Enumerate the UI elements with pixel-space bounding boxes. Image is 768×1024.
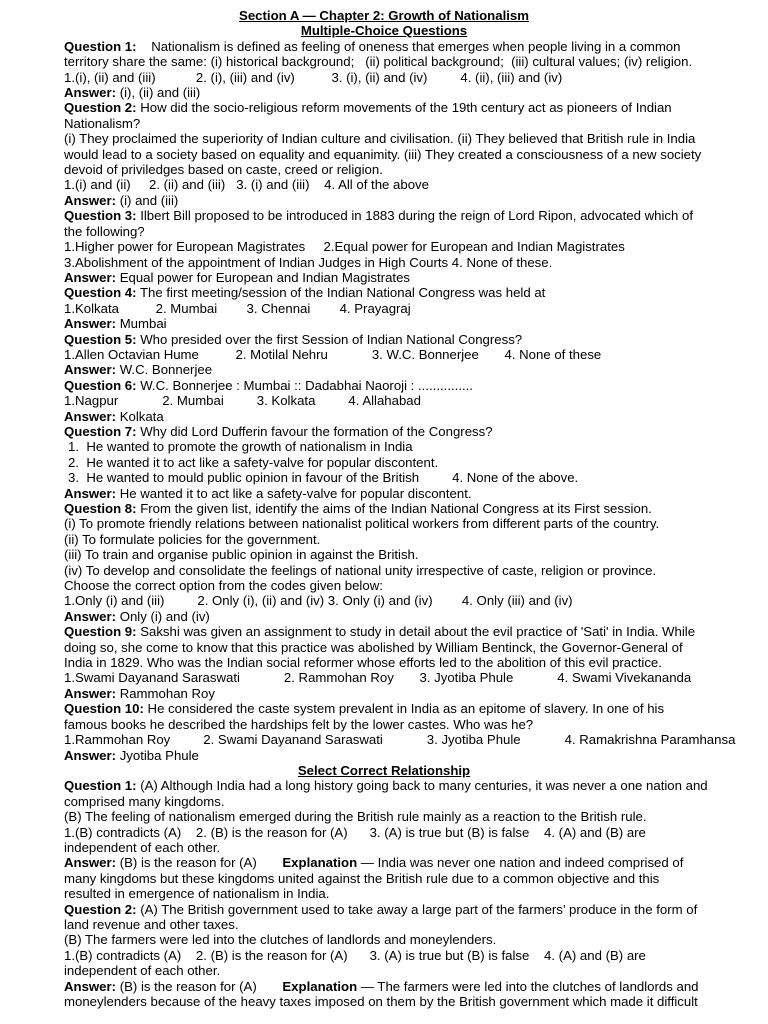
- option-list-item: [64, 439, 756, 454]
- question-text: The first meeting/session of the Indian National Congress was held at: [136, 285, 546, 301]
- answer-label: Answer:: [64, 485, 117, 501]
- statement-a-line: [64, 794, 756, 809]
- option-text: He wanted to promote the growth of nationalism in India: [86, 439, 413, 455]
- answer-line: [64, 609, 756, 624]
- question-label: Question 2:: [64, 901, 137, 917]
- question-text: From the given list, identify the aims of the Indian National Congress at its First session.: [136, 501, 652, 516]
- question-text-line: [64, 285, 756, 300]
- answer-label: Answer:: [64, 978, 117, 994]
- option-text: He wanted it to act like a safety-valve for popular discontent.: [86, 454, 439, 470]
- question-text-line: [64, 655, 756, 670]
- question-text: the following?: [64, 223, 145, 239]
- answer-explanation-line: [64, 979, 756, 994]
- answer-text: He wanted it to act like a safety-valve for popular discontent.: [116, 485, 472, 501]
- answer-label: Answer:: [64, 685, 117, 701]
- question-label: Question 7:: [64, 423, 137, 439]
- question-text: territory share the same: (i) historical background; (ii) political background; (iii) cultural values; (iv) religion.: [64, 54, 693, 70]
- options-line: 1.(i) and (ii) 2. (ii) and (iii) 3. (i) and (iii) 4. All of the above: [64, 177, 429, 193]
- answer-label: Answer:: [64, 362, 117, 378]
- question-text-line: [64, 516, 756, 531]
- statement-text: comprised many kingdoms.: [64, 793, 225, 809]
- question-text: Sakshi was given an assignment to study in detail about the evil practice of 'Sati' in India. While: [136, 624, 696, 640]
- answer-line: [64, 686, 756, 701]
- relationship-question: [64, 778, 756, 901]
- explanation-label: Explanation: [282, 978, 358, 994]
- question-text-line: [64, 547, 756, 562]
- answer-label: Answer:: [64, 316, 117, 332]
- question-block: [64, 332, 756, 378]
- answer-label: Answer:: [64, 408, 117, 424]
- answer-label: Answer:: [64, 608, 117, 624]
- question-text: Nationalism is defined as feeling of oneness that emerges when people living in a common: [136, 38, 681, 54]
- question-text-line: [64, 424, 756, 439]
- option-number: 3.: [68, 470, 87, 486]
- question-text: India in 1829. Who was the Indian social reformer whose efforts led to the abolition of this evil practice.: [64, 655, 662, 671]
- explanation-label: Explanation: [282, 855, 358, 871]
- question-text-line: [64, 100, 756, 115]
- question-text: (ii) To formulate policies for the government.: [64, 531, 321, 547]
- answer-explanation-line: [64, 886, 756, 901]
- question-block: [64, 378, 756, 424]
- answer-line: [64, 316, 756, 331]
- question-block: [64, 624, 756, 701]
- answer-label: Answer:: [64, 747, 117, 763]
- section-subtitle: Multiple-Choice Questions: [300, 23, 468, 39]
- answer-text: Mumbai: [116, 316, 167, 332]
- relationship-list: [64, 778, 756, 1009]
- question-text-line: [64, 378, 756, 393]
- question-text-line: [64, 147, 756, 162]
- options-line: independent of each other.: [64, 839, 221, 855]
- relationship-question: [64, 902, 756, 1010]
- question-text-line: [64, 717, 756, 732]
- options-line: 1.Higher power for European Magistrates 2.Equal power for European and Indian Magistrates: [64, 239, 625, 255]
- answer-explanation-line: [64, 994, 756, 1009]
- answer-text: Rammohan Roy: [116, 685, 215, 701]
- answer-line: [64, 193, 756, 208]
- question-text-line: [64, 131, 756, 146]
- answer-line: [64, 486, 756, 501]
- question-block: [64, 501, 756, 624]
- question-text: (i) They proclaimed the superiority of Indian culture and civilisation. (ii) They believed that British rule in India: [64, 131, 696, 147]
- question-text: W.C. Bonnerjee : Mumbai :: Dadabhai Naoroji : ...............: [136, 377, 473, 393]
- question-text-line: [64, 208, 756, 223]
- question-block: [64, 39, 756, 101]
- answer-text: Jyotiba Phule: [116, 747, 199, 763]
- question-block: [64, 208, 756, 285]
- answer-label: Answer:: [64, 192, 117, 208]
- answer-text: (B) is the reason for (A): [116, 978, 283, 994]
- statement-text: land revenue and other taxes.: [64, 916, 239, 932]
- option-number: 1.: [68, 439, 87, 455]
- question-text-line: [64, 640, 756, 655]
- question-block: [64, 701, 756, 763]
- question-text: Nationalism?: [64, 115, 141, 131]
- answer-text: Kolkata: [116, 408, 164, 424]
- question-label: Question 9:: [64, 624, 137, 640]
- question-text-line: [64, 39, 756, 54]
- answer-line: [64, 409, 756, 424]
- question-text: doing so, she come to know that this practice was abolished by William Bentinck, the Governor-General of: [64, 639, 683, 655]
- answer-text: (B) is the reason for (A): [116, 855, 283, 871]
- question-text: (iv) To develop and consolidate the feelings of national unity irrespective of caste, religion or province.: [64, 562, 657, 578]
- options-line: 3.Abolishment of the appointment of Indian Judges in High Courts 4. None of these.: [64, 254, 553, 270]
- mcq-list: [64, 39, 756, 763]
- options-line: 1.Swami Dayanand Saraswati 2. Rammohan Roy 3. Jyotiba Phule 4. Swami Vivekananda: [64, 670, 692, 686]
- answer-text: Equal power for European and Indian Magistrates: [116, 269, 411, 285]
- statement-a-line: [64, 778, 756, 793]
- options-line: 1.(i), (ii) and (iii) 2. (i), (iii) and (iv) 3. (i), (ii) and (iv) 4. (ii), (iii) and (iv): [64, 69, 563, 85]
- question-block: [64, 100, 756, 208]
- question-label: Question 2:: [64, 100, 137, 116]
- options-line: 1.Kolkata 2. Mumbai 3. Chennai 4. Prayagraj: [64, 300, 411, 316]
- explanation-text: many kingdoms but these kingdoms united against the British rule due to a common objective and this: [64, 870, 660, 886]
- statement-text: (A) The British government used to take away a large part of the farmers’ produce in the form of: [136, 901, 698, 917]
- explanation-text: resulted in emergence of nationalism in India.: [64, 886, 330, 902]
- question-label: Question 5:: [64, 331, 137, 347]
- answer-line: [64, 270, 756, 285]
- question-label: Question 1:: [64, 778, 137, 794]
- explanation-text: — India was never one nation and indeed comprised of: [357, 855, 684, 871]
- explanation-text: — The farmers were led into the clutches of landlords and: [357, 978, 699, 994]
- options-line: 1.(B) contradicts (A) 2. (B) is the reason for (A) 3. (A) is true but (B) is false 4. (A) and (B) are: [64, 824, 646, 840]
- question-text: would lead to a society based on equality and equanimity. (iii) They created a consciousness of a new society: [64, 146, 702, 162]
- question-text-line: [64, 578, 756, 593]
- options-line: 1.Nagpur 2. Mumbai 3. Kolkata 4. Allahabad: [64, 393, 421, 409]
- statement-a-line: [64, 917, 756, 932]
- statement-a-line: [64, 902, 756, 917]
- question-label: Question 4:: [64, 285, 137, 301]
- question-text-line: [64, 162, 756, 177]
- option-list-item: [64, 455, 756, 470]
- statement-b-line: (B) The feeling of nationalism emerged during the British rule mainly as a reaction to the British rule.: [64, 809, 647, 825]
- question-label: Question 6:: [64, 377, 137, 393]
- question-text-line: [64, 116, 756, 131]
- question-text: Choose the correct option from the codes given below:: [64, 578, 383, 594]
- answer-text: (i) and (iii): [116, 192, 179, 208]
- question-text-line: [64, 624, 756, 639]
- answer-label: Answer:: [64, 85, 117, 101]
- option-text: He wanted to mould public opinion in favour of the British 4. None of the above.: [86, 470, 579, 486]
- question-text: He considered the caste system prevalent in India as an epitome of slavery. In one of his: [143, 701, 665, 717]
- options-line: 1.(B) contradicts (A) 2. (B) is the reason for (A) 3. (A) is true but (B) is false 4. (A) and (B) are: [64, 947, 646, 963]
- question-text: devoid of priviledges based on caste, creed or religion.: [64, 162, 383, 178]
- explanation-text: moneylenders because of the heavy taxes imposed on them by the British government which made it difficult: [64, 994, 698, 1009]
- statement-text: (A) Although India had a long history going back to many centuries, it was never a one nation and: [136, 778, 708, 794]
- question-text-line: [64, 501, 756, 516]
- section-title: Section A — Chapter 2: Growth of Nationalism: [239, 8, 529, 23]
- question-text-line: [64, 332, 756, 347]
- question-text: (iii) To train and organise public opinion in against the British.: [64, 547, 419, 563]
- answer-text: Only (i) and (iv): [116, 608, 210, 624]
- options-line: 1.Allen Octavian Hume 2. Motilal Nehru 3. W.C. Bonnerjee 4. None of these: [64, 346, 602, 362]
- question-text: famous books he described the hardships felt by the lower castes. Who was he?: [64, 716, 534, 732]
- question-text: Who presided over the first Session of Indian National Congress?: [136, 331, 523, 347]
- relationship-heading: Select Correct Relationship: [297, 762, 471, 778]
- answer-label: Answer:: [64, 269, 117, 285]
- question-text: Ilbert Bill proposed to be introduced in 1883 during the reign of Lord Ripon, advocated which of: [136, 208, 693, 224]
- statement-b-line: (B) The farmers were led into the clutches of landlords and moneylenders.: [64, 932, 497, 948]
- question-text: (i) To promote friendly relations between nationalist political workers from different parts of the country.: [64, 516, 660, 532]
- answer-line: [64, 748, 756, 763]
- question-label: Question 8:: [64, 501, 137, 516]
- question-text: Why did Lord Dufferin favour the formation of the Congress?: [136, 423, 493, 439]
- question-text-line: [64, 54, 756, 69]
- options-line: 1.Only (i) and (iii) 2. Only (i), (ii) and (iv) 3. Only (i) and (iv) 4. Only (iii) and (iv): [64, 593, 573, 609]
- answer-line: [64, 85, 756, 100]
- answer-text: (i), (ii) and (iii): [116, 85, 201, 101]
- question-label: Question 10:: [64, 701, 144, 717]
- question-text-line: [64, 701, 756, 716]
- question-label: Question 3:: [64, 208, 137, 224]
- option-number: 2.: [68, 454, 87, 470]
- question-text-line: [64, 563, 756, 578]
- options-line: independent of each other.: [64, 963, 221, 979]
- answer-text: W.C. Bonnerjee: [116, 362, 213, 378]
- question-text-line: [64, 224, 756, 239]
- answer-line: [64, 362, 756, 377]
- question-text: How did the socio-religious reform movements of the 19th century act as pioneers of Indian: [136, 100, 672, 116]
- answer-label: Answer:: [64, 855, 117, 871]
- question-block: [64, 424, 756, 501]
- answer-explanation-line: [64, 855, 756, 870]
- question-text-line: [64, 532, 756, 547]
- question-label: Question 1:: [64, 38, 137, 54]
- question-block: [64, 285, 756, 331]
- option-list-item: [64, 470, 756, 485]
- answer-explanation-line: [64, 871, 756, 886]
- options-line: 1.Rammohan Roy 2. Swami Dayanand Saraswati 3. Jyotiba Phule 4. Ramakrishna Paramhansa: [64, 732, 736, 748]
